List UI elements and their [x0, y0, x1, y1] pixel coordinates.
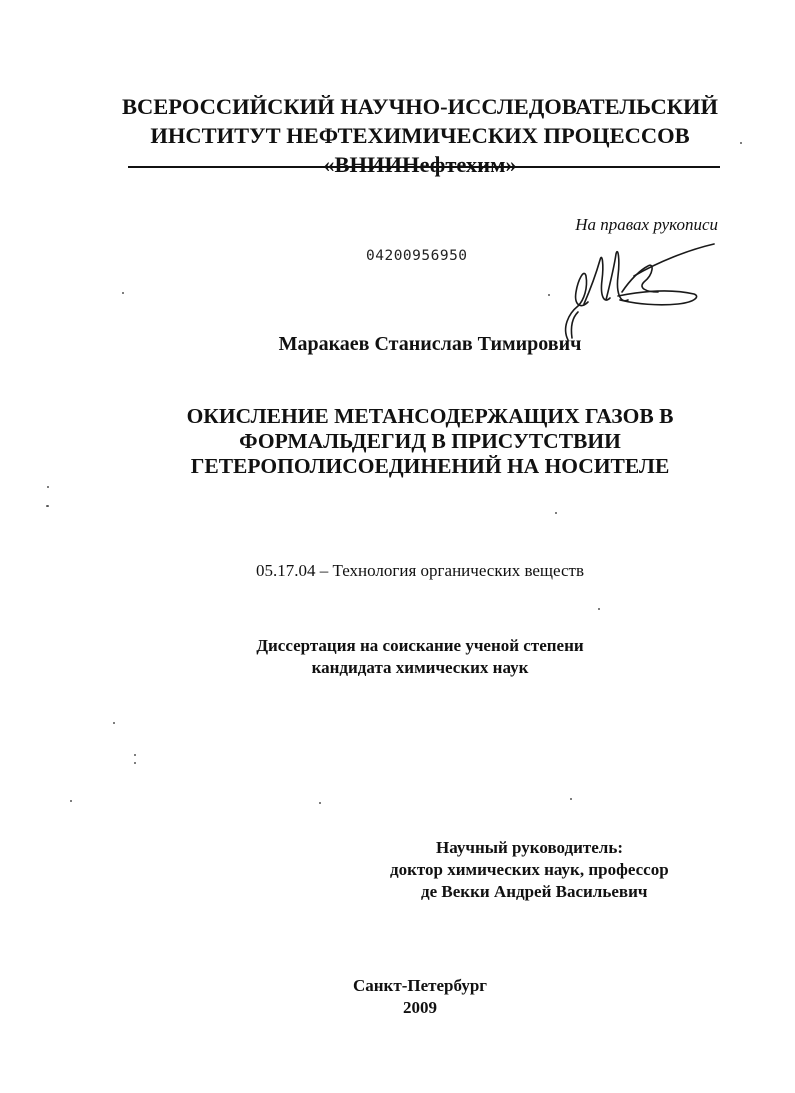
- handwritten-signature: [548, 240, 718, 345]
- scan-speck: [134, 762, 136, 764]
- header-divider: [128, 166, 720, 168]
- scan-speck: [46, 505, 49, 507]
- city-year-block: [220, 975, 620, 1019]
- author-name: Маракаев Станислав Тимирович: [278, 333, 582, 355]
- title-line3: ГЕТЕРОПОЛИСОЕДИНЕНИЙ НА НОСИТЕЛЕ: [190, 454, 670, 478]
- scan-speck: [113, 722, 115, 724]
- scan-speck: [70, 800, 72, 802]
- degree-statement: [100, 635, 740, 679]
- institute-short-name: «ВНИИНефтехим»: [323, 152, 517, 177]
- supervisor-label: Научный руководитель:: [436, 838, 623, 857]
- city: Санкт-Петербург: [352, 976, 488, 995]
- scan-speck: [319, 802, 321, 804]
- institute-name-line1: ВСЕРОССИЙСКИЙ НАУЧНО-ИССЛЕДОВАТЕЛЬСКИЙ: [121, 94, 719, 119]
- supervisor-name: де Векки Андрей Васильевич: [421, 882, 648, 901]
- manuscript-rights-note: На правах рукописи: [575, 215, 718, 234]
- scan-speck: [548, 294, 550, 296]
- supervisor-position: доктор химических наук, профессор: [390, 860, 669, 879]
- title-line1: ОКИСЛЕНИЕ МЕТАНСОДЕРЖАЩИХ ГАЗОВ В: [186, 404, 674, 428]
- institute-name-line2: ИНСТИТУТ НЕФТЕХИМИЧЕСКИХ ПРОЦЕССОВ: [150, 123, 690, 148]
- degree-line2: кандидата химических наук: [311, 658, 529, 677]
- degree-line1: Диссертация на соискание ученой степени: [256, 636, 584, 655]
- scan-speck: [570, 798, 572, 800]
- supervisor-block: [340, 837, 795, 903]
- dissertation-title: [80, 404, 780, 479]
- scan-speck: [122, 292, 124, 294]
- catalog-number-stamp: 04200956950: [366, 248, 468, 264]
- scan-speck: [134, 754, 136, 756]
- specialty-code: 05.17.04 – Технология органических веществ: [256, 561, 584, 580]
- scan-speck: [598, 608, 600, 610]
- year: 2009: [403, 998, 437, 1017]
- scan-speck: [740, 142, 742, 144]
- scan-speck: [47, 486, 49, 488]
- title-line2: ФОРМАЛЬДЕГИД В ПРИСУТСТВИИ: [239, 429, 621, 453]
- scan-speck: [555, 512, 557, 514]
